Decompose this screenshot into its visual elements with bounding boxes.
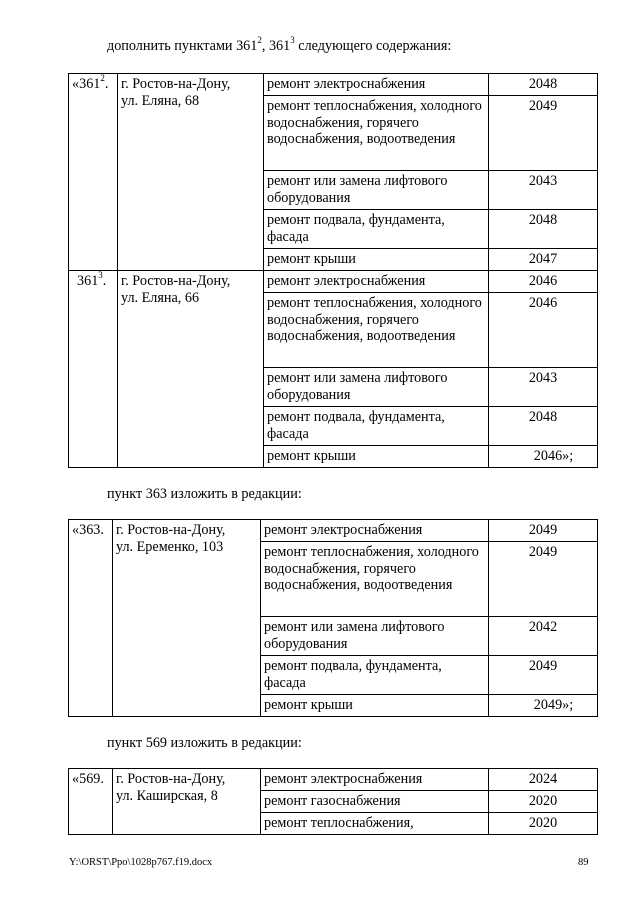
intro-superscript: 3 — [290, 35, 295, 46]
table-row — [69, 271, 598, 293]
year-cell: 2024 — [489, 769, 598, 791]
year-cell: 2048 — [489, 74, 598, 96]
year-cell: 2042 — [489, 617, 598, 656]
table-row — [69, 769, 598, 791]
year-cell: 2049 — [489, 96, 598, 171]
year-cell: 2020 — [489, 813, 598, 835]
address-cell: г. Ростов-на-Дону, ул. Каширская, 8 — [113, 769, 261, 835]
work-type-cell: ремонт или замена лифтового оборудования — [264, 171, 489, 210]
year-cell: 2049 — [489, 542, 598, 617]
year-cell: 2048 — [489, 407, 598, 446]
year-cell: 2049»; — [489, 695, 598, 717]
year-cell: 2049 — [489, 656, 598, 695]
table-row — [69, 520, 598, 542]
intro-text: дополнить пунктами 361 — [107, 38, 258, 54]
item-number-cell: «363. — [69, 520, 113, 717]
work-type-cell: ремонт электроснабжения — [264, 74, 489, 96]
work-type-cell: ремонт электроснабжения — [264, 271, 489, 293]
address-cell: г. Ростов-на-Дону, ул. Еременко, 103 — [113, 520, 261, 717]
work-type-cell: ремонт электроснабжения — [261, 769, 489, 791]
work-type-cell: ремонт крыши — [264, 249, 489, 271]
table-items-361 — [68, 73, 598, 468]
year-cell: 2049 — [489, 520, 598, 542]
year-cell: 2046 — [489, 293, 598, 368]
address-cell: г. Ростов-на-Дону, ул. Еляна, 68 — [118, 74, 264, 271]
year-cell: 2048 — [489, 210, 598, 249]
intro-text: , 361 — [261, 38, 291, 54]
work-type-cell: ремонт крыши — [264, 446, 489, 468]
year-cell: 2020 — [489, 791, 598, 813]
table-item-363 — [68, 519, 598, 717]
address-cell: г. Ростов-на-Дону, ул. Еляна, 66 — [118, 271, 264, 468]
work-type-cell: ремонт подвала, фундамента, фасада — [264, 210, 489, 249]
intro-text: следующего содержания: — [294, 38, 452, 54]
footer-file-path: Y:\ORST\Ppo\1028p767.f19.docx — [69, 857, 213, 868]
year-cell: 2047 — [489, 249, 598, 271]
item-number-cell: «569. — [69, 769, 113, 835]
work-type-cell: ремонт теплоснабжения, холодного водоснабжения, горячего водоснабжения, водоотведения — [264, 293, 489, 368]
year-cell: 2046 — [489, 271, 598, 293]
paragraph-569: пункт 569 изложить в редакции: — [107, 735, 302, 751]
intro-paragraph — [107, 35, 452, 54]
year-cell: 2043 — [489, 171, 598, 210]
intro-superscript: 2 — [257, 35, 262, 46]
work-type-cell: ремонт электроснабжения — [261, 520, 489, 542]
paragraph-363: пункт 363 изложить в редакции: — [107, 486, 302, 502]
work-type-cell: ремонт подвала, фундамента, фасада — [264, 407, 489, 446]
work-type-cell: ремонт теплоснабжения, холодного водоснабжения, горячего водоснабжения, водоотведения — [261, 542, 489, 617]
work-type-cell: ремонт подвала, фундамента, фасада — [261, 656, 489, 695]
item-number-cell: $361^3$. — [69, 271, 118, 468]
table-row — [69, 74, 598, 96]
work-type-cell: ремонт газоснабжения — [261, 791, 489, 813]
year-cell: 2043 — [489, 368, 598, 407]
page-number: 89 — [578, 857, 589, 868]
item-number-cell: «$361^2$. — [69, 74, 118, 271]
year-cell: 2046»; — [489, 446, 598, 468]
work-type-cell: ремонт или замена лифтового оборудования — [261, 617, 489, 656]
work-type-cell: ремонт теплоснабжения, — [261, 813, 489, 835]
table-item-569 — [68, 768, 598, 835]
work-type-cell: ремонт крыши — [261, 695, 489, 717]
work-type-cell: ремонт теплоснабжения, холодного водоснабжения, горячего водоснабжения, водоотведения — [264, 96, 489, 171]
work-type-cell: ремонт или замена лифтового оборудования — [264, 368, 489, 407]
